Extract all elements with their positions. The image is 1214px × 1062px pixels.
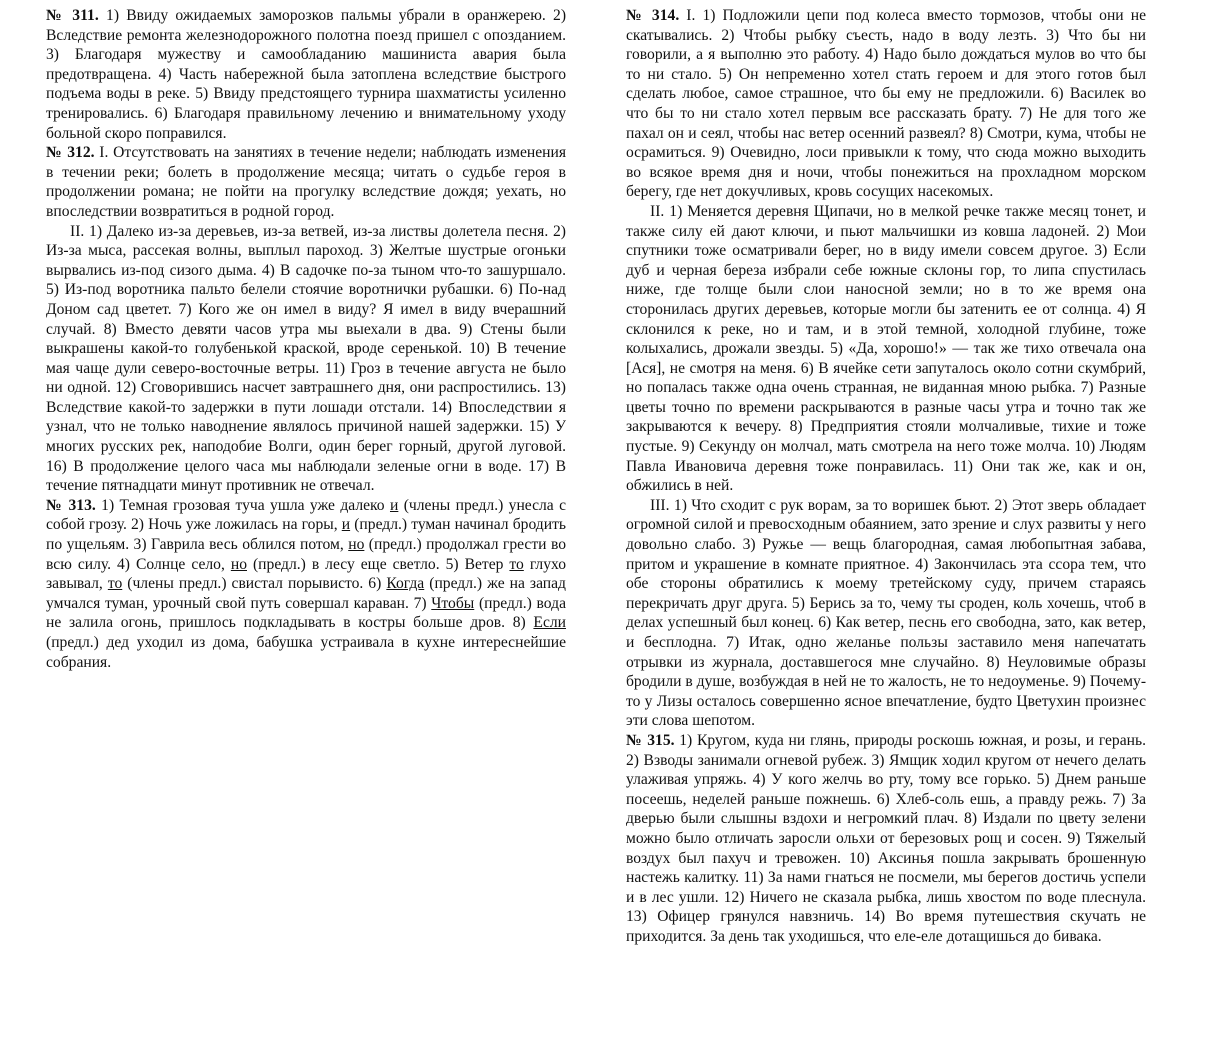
exercise-text-segment: (предл.) в лесу еще светло. 5) Ветер [247, 555, 510, 573]
exercise-text-segment: (предл.) продолжал грести во всю силу. 4) Солнце село, [46, 536, 566, 573]
underlined-conjunction: то [107, 575, 123, 593]
left-column [46, 6, 566, 672]
exercise-312-part-2: II. 1) Далеко из-за деревьев, из-за ветвей, из-за листвы долетела песня. 2) Из-за мыса, рассекая волны, выплыл пароход. 3) Желтые шустрые огоньки вырвались из-под сизого дыма. 4) В садочке по-за тыном что-то зашуршало. 5) Из-под воротника пальто белели стоячие воротнички рубашки. 6) По-над Доном сад цветет. 7) Кого же он имел в виду? Я имел в виду вчерашний случай. 8) Вместо девяти часов утра мы выехали в два. 9) Стены были выкрашены какой-то голубенькой краской, вроде серенькой. 10) В течение мая чаще дули северо-восточные ветры. 11) Гроз в течение августа не было ни одной. 12) Сговорившись насчет завтрашнего дня, они распростились. 13) Вследствие какой-то задержки в пути лошади отстали. 14) Впоследствии я узнал, что не только наводнение являлось причиной нашей задержки. 15) У многих русских рек, наподобие Волги, один берег горный, другой луговой. 16) В продолжение целого часа мы наблюдали зеленые огни в воде. 17) В течение пятнадцати минут противник не отвечал. [46, 222, 566, 495]
exercise-314-part-1 [626, 6, 1146, 202]
exercise-number: № 315. [626, 731, 675, 749]
underlined-conjunction: Если [533, 614, 566, 632]
exercise-number: № 314. [626, 7, 680, 24]
underlined-conjunction: Чтобы [431, 594, 475, 612]
exercise-311 [46, 6, 566, 143]
underlined-conjunction: Когда [386, 575, 425, 593]
exercise-text-segment: 1) Темная грозовая туча ушла уже далеко [95, 496, 390, 514]
exercise-315 [626, 731, 1146, 947]
exercise-text: I. 1) Подложили цепи под колеса вместо тормозов, чтобы они не скатывались. 2) Чтобы рыбку съесть, надо в воду лезть. 3) Что бы ни говорили, а я выполню это работу. 4) Надо было дождаться мулов во что бы то ни стало. 5) Он непременно хотел стать героем и для этого готов был сделать любое, самое страшное, что бы ему не предложили. 6) Василек во что бы то ни стало хотел первым все рассказать брату. 7) Не для того же пахал он и сеял, чтобы нас ветер осенний развеял? 8) Смотри, кума, чтобы не осрамиться. 9) Очевидно, лоси привыкли к тому, что сюда можно выходить во всякое время дня и ночи, чтобы понежиться на прохладном морском берегу, где нет докучливых, кровь сосущих насекомых. [626, 7, 1146, 201]
exercise-314-part-3: III. 1) Что сходит с рук ворам, за то воришек бьют. 2) Этот зверь обладает огромной силой и превосходным обаянием, зато зрение и слух развиты у него довольно слабо. 3) Ружье — вещь благородная, самая любопытная забава, притом и украшение в комнате приятное. 4) Закончилась эта ссора тем, что обе стороны обратились к моему третейскому суду, причем стараясь перекричать друг друга. 5) Берись за то, чему ты сроден, коль хочешь, чтоб в делах успешный был конец. 6) Как ветер, песнь его свободна, зато, как ветер, и бесплодна. 7) Итак, одно желанье пользы заставило меня напечатать отрывки из журнала, доставшегося мне случайно. 8) Неуловимые образы бродили в душе, возбуждая в ней не то жалость, не то недоуменье. 9) Почему-то у Лизы осталось совершенно ясное впечатление, будто Цветухин произнес эти слова шепотом. [626, 496, 1147, 730]
exercise-text: I. Отсутствовать на занятиях в течение недели; наблюдать изменения в течении реки; болеть в продолжение месяца; читать о судьбе героя в продолжении романа; не пойти на прогулку вследствие дождя; уехать, но впоследствии возвратиться в родной город. [46, 144, 567, 220]
exercise-text-segment: глухо завывал, [46, 555, 566, 593]
exercise-number: № 312. [46, 144, 95, 162]
exercise-text-segment: (члены предл.) унесла с собой грозу. 2) Ночь уже ложилась на горы, [46, 496, 567, 534]
underlined-conjunction: но [348, 536, 365, 554]
exercise-text: 1) Кругом, куда ни глянь, природы роскошь южная, и розы, и герань. 2) Взводы занимали огневой рубеж. 3) Ямщик ходил кругом от нечего делать улаживая упряжь. 4) У кого желчь во рту, тому все горько. 5) Днем раньше посеешь, неделей раньше пожнешь. 6) Хлеб-соль ешь, а правду режь. 7) За дверью были слышны вздохи и негромкий плач. 8) Издали по цвету зелени можно было отличать заросли ольхи от березовых рощ и сосен. 9) Тяжелый воздух был пахуч и тревожен. 10) Аксинья пошла закрывать брошенную настежь калитку. 11) За нами гнаться не посмели, мы берегов достичь успели и в лес ушли. 12) Ничего не сказала рыбка, лишь хвостом по воде плеснула. 13) Офицер грянулся навзничь. 14) Во время путешествия скучать не приходится. За день так уходишься, что еле-еле дотащишься до бивака. [626, 731, 1147, 945]
exercise-313 [46, 496, 566, 672]
right-column [626, 6, 1146, 947]
exercise-text-segment: (предл.) туман начинал бродить по ущельям. 3) Гаврила весь облился потом, [46, 516, 567, 554]
exercise-312-part-1 [46, 143, 566, 221]
exercise-text-segment: (предл.) вода не залила огонь, пришлось подкладывать в костры больше дров. 8) [46, 594, 566, 632]
exercise-number: № 313. [46, 496, 96, 514]
underlined-conjunction: и [389, 496, 399, 514]
exercise-text: 1) Ввиду ожидаемых заморозков пальмы убрали в оранжерею. 2) Вследствие ремонта железнодорожного полотна поезд пришел с опозданием. 3) Благодаря мужеству и самообладанию машиниста авария была предотвращена. 4) Часть набережной была затоплена вследствие быстрого подъема воды в реке. 5) Ввиду предстоящего турнира шахматисты усиленно тренировались. 6) Благодаря правильному лечению и внимательному уходу больной скоро поправился. [46, 7, 567, 142]
exercise-314-part-2: II. 1) Меняется деревня Щипачи, но в мелкой речке также месяц тонет, и также силу ей дают ключи, и пьют мальчишки из ковша ладоней. 2) Мои спутники тоже осматривали берег, но в виду имели совсем другое. 3) Если дуб и черная береза избрали себе южные склоны гор, то липа спустилась ниже, где толще были слои наносной земли; но в то же время она сторонилась других деревьев, которые могли бы затенить ее от солнца. 4) Я склонился к реке, но и там, и в этой темной, холодной глубине, тоже колыхались, дрожали звезды. 5) «Да, хорошо!» — так же тихо отвечала она [Ася], не смотря на меня. 6) В ячейке сети запуталось около сотни скумбрий, но попалась также одна очень странная, не виданная мною рыбка. 7) Разные цветы точно по времени раскрываются в разные часы утра и точно так же закрываются к вечеру. 8) Предприятия стояли молчаливые, тихие и тоже пустые. 9) Секунду он молчал, мать смотрела на него тоже молча. 10) Людям Павла Ивановича деревня тоже понравилась. 11) Они так же, как и он, обжились в ней. [626, 202, 1146, 495]
exercise-text-segment: (предл.) дед уходил из дома, бабушка устраивала в кухне интереснейшие собрания. [46, 634, 566, 671]
exercise-number: № 311. [46, 7, 99, 24]
underlined-conjunction: и [341, 516, 351, 534]
underlined-conjunction: но [230, 555, 247, 573]
underlined-conjunction: то [509, 555, 524, 573]
exercise-text-segment: (члены предл.) свистал порывисто. 6) [122, 575, 387, 593]
exercise-text-segment: (предл.) же на запад умчался туман, урочный свой путь совершал караван. 7) [46, 575, 566, 612]
